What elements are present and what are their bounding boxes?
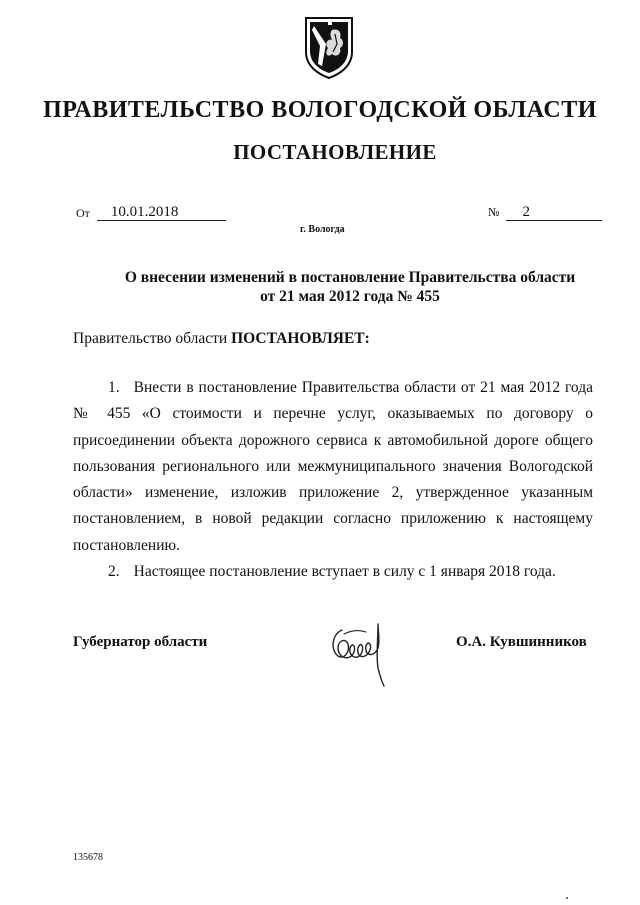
item-text: Внести в постановление Правительства области от 21 мая 2012 года № 455 «О стоимости и перечне услуг, оказываемых по договору о присоединении объекта дорожного сервиса к автомобильной дороге общего пользования регионального или межмуниципального значения Вологодской области» изменение, изложив приложение 2, утвержденное указанным постановлением, в новой редакции согласно приложению к настоящему постановлению. (73, 379, 593, 554)
footer-code: 135678 (73, 852, 103, 863)
document-type: ПОСТАНОВЛЕНИЕ (233, 140, 437, 164)
subject-line-2: от 21 мая 2012 года № 455 (260, 288, 440, 305)
scan-speck (566, 897, 568, 899)
number-row (488, 204, 602, 221)
document-date: 10.01.2018 (97, 204, 226, 221)
resolution-item (73, 375, 593, 559)
document-subject (60, 268, 640, 306)
city-label: г. Вологда (300, 224, 345, 235)
resolution-issuer: Правительство области (73, 330, 228, 347)
item-number: 1. (108, 379, 120, 396)
item-text: Настоящее постановление вступает в силу с 1 января 2018 года. (133, 563, 556, 581)
government-title: ПРАВИТЕЛЬСТВО ВОЛОГОДСКОЙ ОБЛАСТИ (43, 97, 597, 123)
signer-title: Губернатор области (73, 634, 208, 650)
document-number: 2 (506, 204, 602, 221)
date-prefix: От (76, 206, 90, 220)
item-number: 2. (108, 563, 120, 581)
coat-of-arms-icon (302, 14, 356, 80)
number-prefix: № (488, 205, 500, 219)
resolution-body (73, 375, 593, 585)
subject-line-1: О внесении изменений в постановление Правительства области (124, 269, 576, 286)
resolution-preamble (73, 330, 370, 348)
signer-name: О.А. Кувшинников (456, 634, 587, 650)
handwritten-signature-icon (322, 616, 404, 690)
resolution-verb: ПОСТАНОВЛЯЕТ: (231, 330, 370, 347)
resolution-item (73, 559, 593, 585)
date-row (76, 204, 226, 221)
